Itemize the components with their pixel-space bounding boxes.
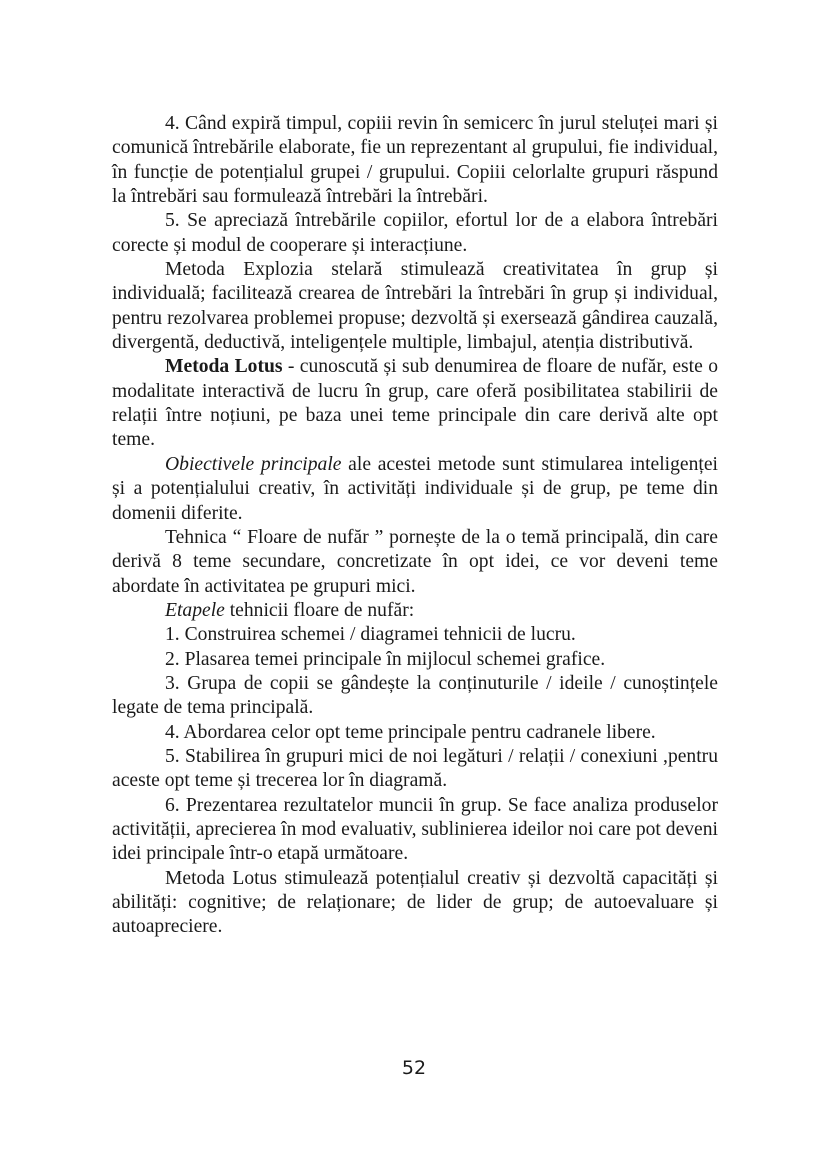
paragraph-etapele [112, 599, 718, 623]
list-item-step-3: 3. Grupa de copii se gândește la conținuturile / ideile / cunoștințele legate de tema principală. [112, 672, 718, 719]
term-obiectivele: Obiectivele principale [165, 453, 342, 475]
paragraph-metoda-lotus-text: - cunoscută și sub denumirea de floare de nufăr, este o modalitate interactivă de lucru în grup, care oferă posibilitatea stabilirii de relații între noțiuni, pe baza unei teme principale din care derivă alte opt teme. [112, 356, 718, 451]
paragraph-explozia-stelara: Metoda Explozia stelară stimulează creativitatea în grup și individuală; facilitează crearea de întrebări la întrebări în grup și individual, pentru rezolvarea problemei propuse; dezvoltă și exersează gândirea cauzală, divergentă, deductivă, inteligențele multiple, limbajul, atenția distributivă. [112, 259, 718, 354]
list-item-step-1: 1. Construirea schemei / diagramei tehnicii de lucru. [165, 624, 576, 646]
list-item-step-6: 6. Prezentarea rezultatelor muncii în grup. Se face analiza produselor activității, aprecierea în mod evaluativ, sublinierea ideilor noi care pot deveni idei principale într-o etapă următoare. [112, 794, 718, 865]
paragraph-metoda-lotus [112, 355, 718, 452]
list-item-step-5: 5. Stabilirea în grupuri mici de noi legături / relații / conexiuni ,pentru aceste opt teme și trecerea lor în diagramă. [112, 745, 718, 792]
term-etapele: Etapele [165, 599, 225, 621]
page-number: 52 [401, 1057, 427, 1079]
page-body [112, 112, 718, 940]
paragraph-step-5: 5. Se apreciază întrebările copiilor, efortul lor de a elabora întrebări corecte și modul de cooperare și interacțiune. [112, 210, 718, 256]
list-item-step-4: 4. Abordarea celor opt teme principale pentru cadranele libere. [165, 721, 656, 743]
term-metoda-lotus: Metoda Lotus [165, 356, 283, 378]
list-item-step-2: 2. Plasarea temei principale în mijlocul schemei grafice. [165, 648, 606, 670]
paragraph-lotus-conclusion: Metoda Lotus stimulează potențialul creativ și dezvoltă capacități și abilități: cognitive; de relaționare; de lider de grup; de autoevaluare și autoapreciere. [112, 867, 718, 938]
paragraph-obiective-text: ale acestei metode sunt stimularea inteligenței și a potențialului creativ, în activități individuale și de grup, pe teme din domenii diferite. [112, 453, 718, 524]
paragraph-obiective [112, 453, 718, 526]
paragraph-tehnica: Tehnica “ Floare de nufăr ” pornește de la o temă principală, din care derivă 8 teme secundare, concretizate în opt idei, ce vor deveni teme abordate în activitatea pe grupuri mici. [112, 526, 718, 597]
paragraph-step-4: 4. Când expiră timpul, copiii revin în semicerc în jurul steluței mari și comunică întrebările elaborate, fie un reprezentant al grupului, fie individual, în funcție de potențialul grupei / grupului. Copiii celorlalte grupuri răspund la întrebări sau formulează întrebări la întrebări. [112, 113, 718, 208]
paragraph-etapele-text: tehnicii floare de nufăr: [224, 599, 415, 621]
